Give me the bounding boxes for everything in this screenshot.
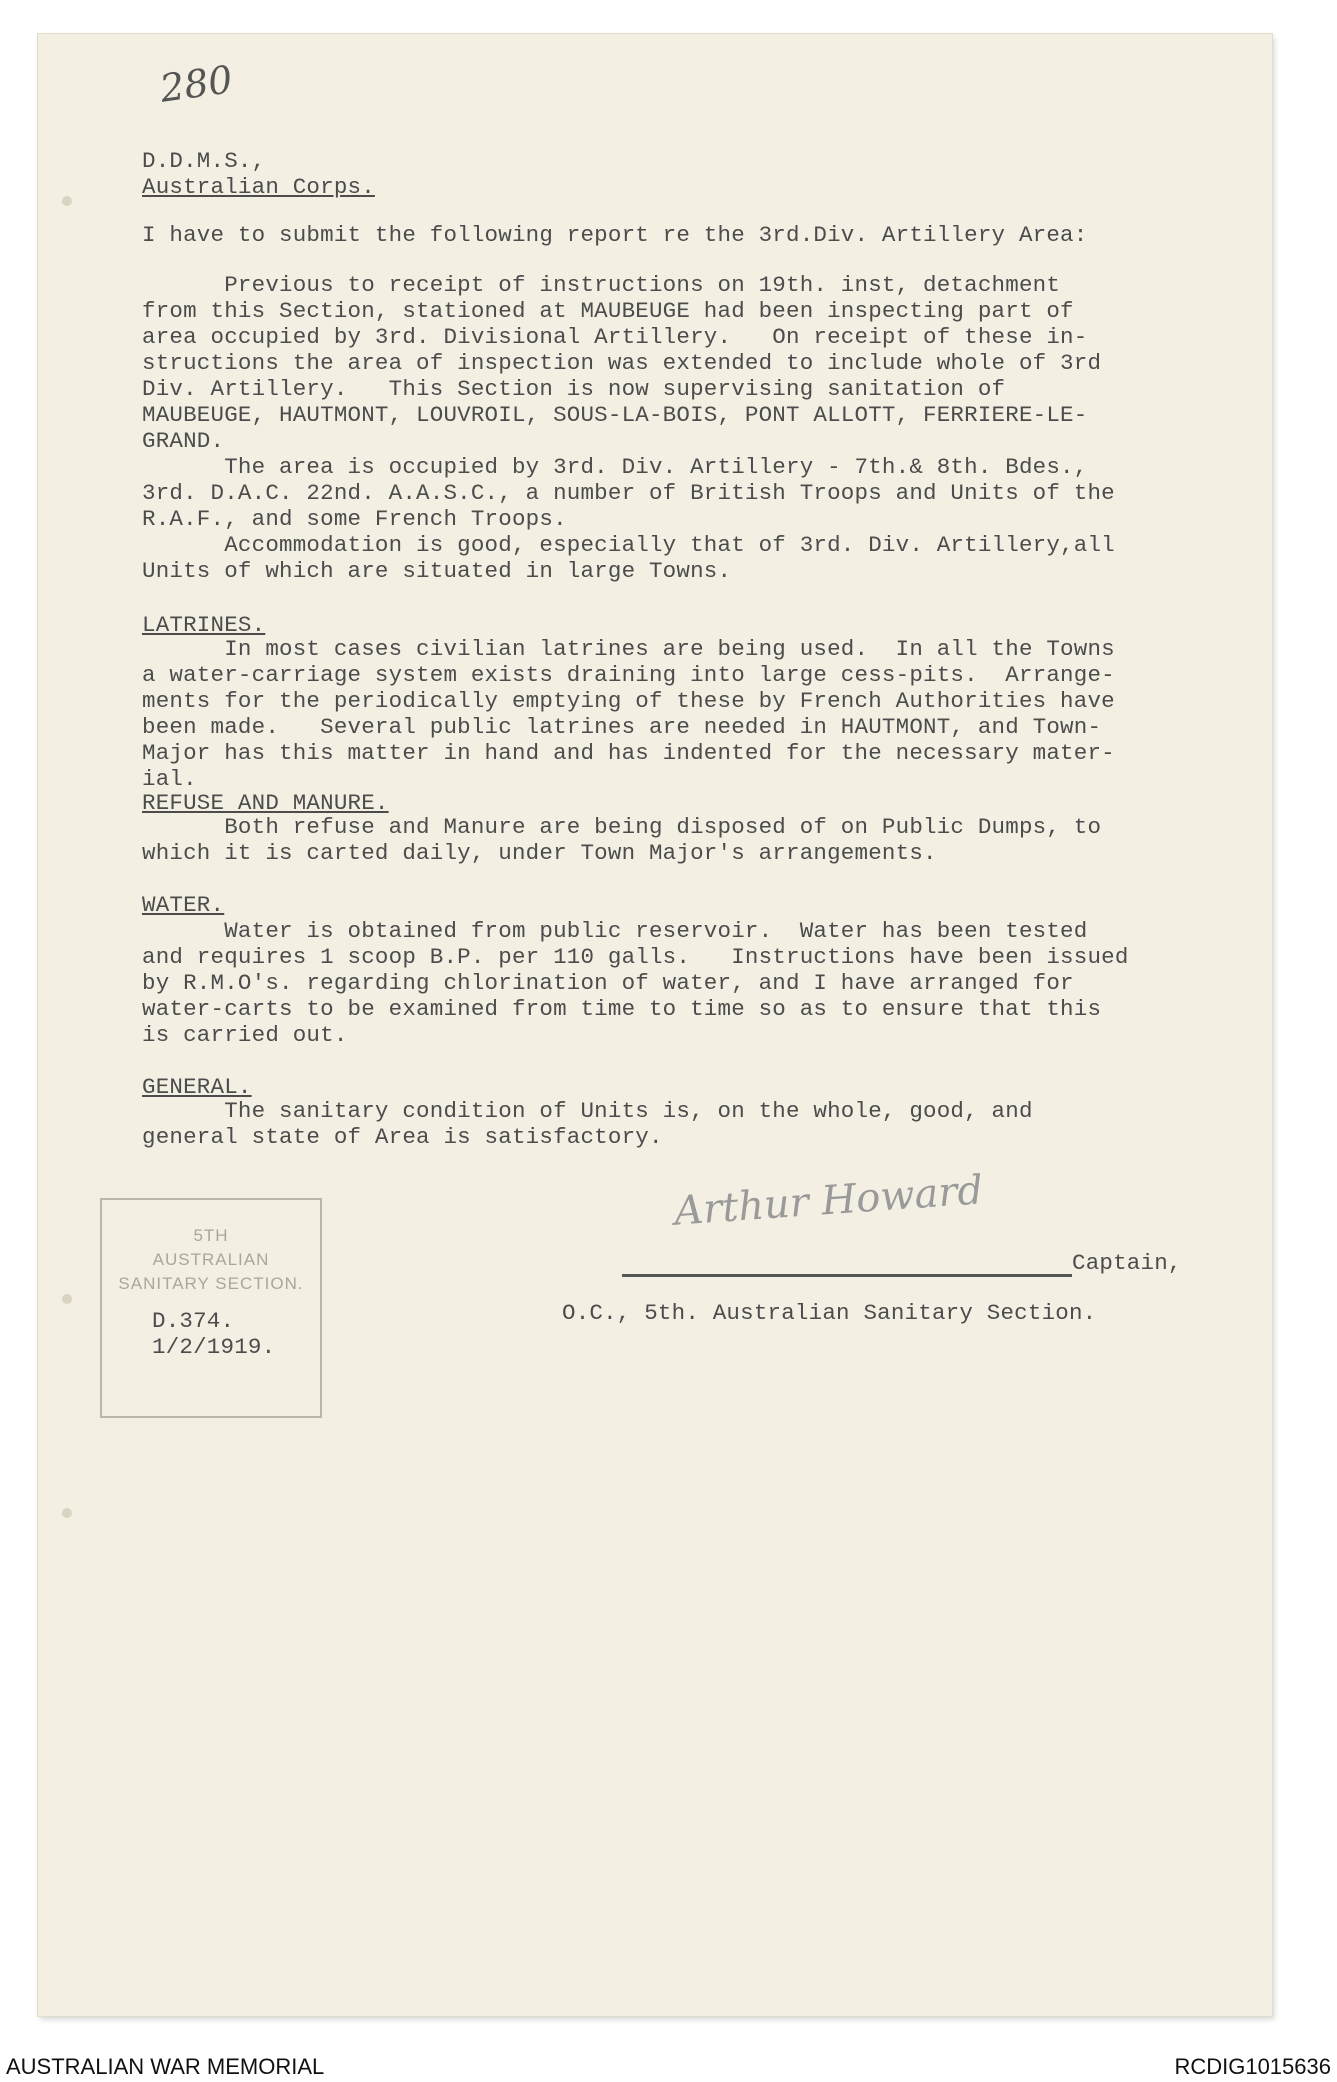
page-number: 280	[157, 57, 236, 111]
handwritten-signature: Arthur Howard	[672, 1167, 985, 1235]
footer-institution: AUSTRALIAN WAR MEMORIAL	[6, 2054, 325, 2079]
punch-hole	[62, 1294, 72, 1304]
section-heading: LATRINES.	[142, 612, 266, 638]
signature-line	[622, 1274, 1072, 1277]
signature-title: O.C., 5th. Australian Sanitary Section.	[562, 1300, 1097, 1326]
signature-rank: Captain,	[1072, 1250, 1182, 1276]
footer-identifier: RCDIG1015636	[1174, 2054, 1331, 2079]
punch-hole	[62, 196, 72, 206]
section-heading: WATER.	[142, 892, 225, 918]
reference-number: D.374.	[152, 1308, 235, 1334]
addressee-line-2: Australian Corps.	[142, 174, 375, 200]
reference-date: 1/2/1919.	[152, 1334, 276, 1360]
section-heading: GENERAL.	[142, 1074, 252, 1100]
section-stamp: 5TH AUSTRALIAN SANITARY SECTION.	[100, 1198, 322, 1418]
punch-hole	[62, 1508, 72, 1518]
section-heading: REFUSE AND MANURE.	[142, 790, 389, 816]
addressee-line-1: D.D.M.S.,	[142, 148, 266, 174]
intro-line: I have to submit the following report re the 3rd.Div. Artillery Area:	[142, 222, 1088, 248]
